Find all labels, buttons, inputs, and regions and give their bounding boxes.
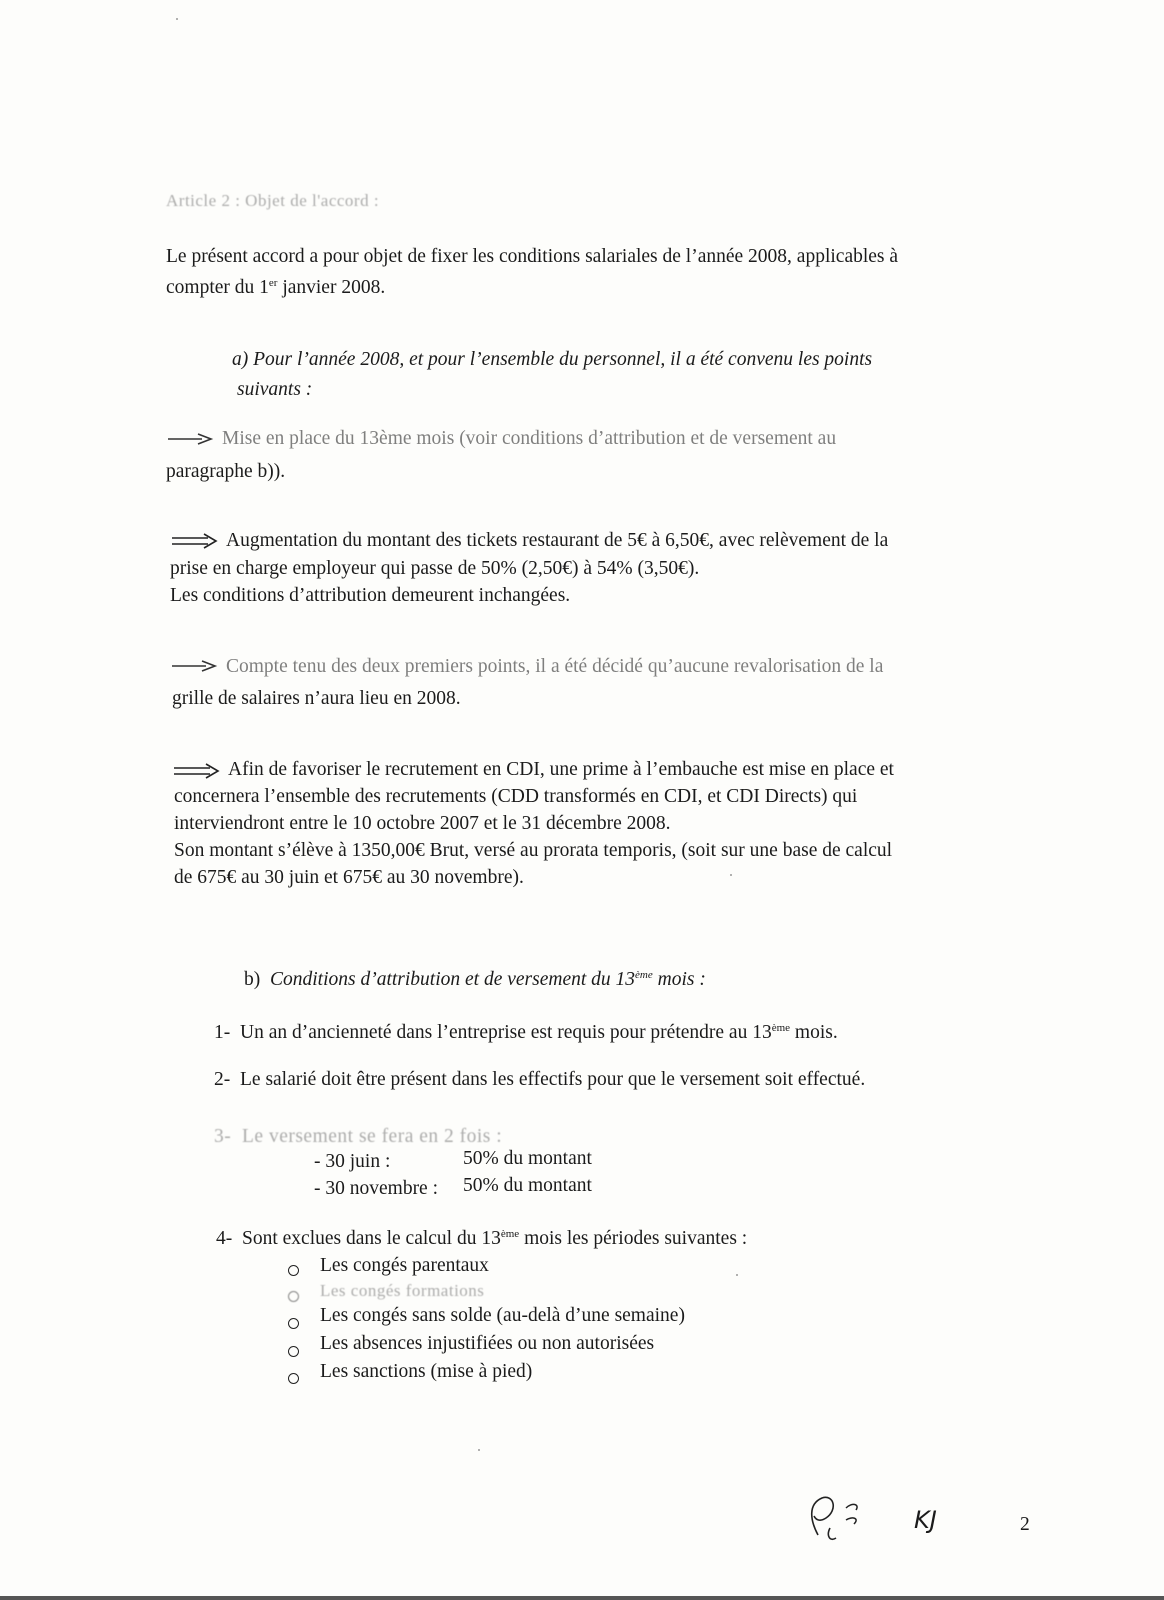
condition-2: 2- Le salarié doit être présent dans les effectifs pour que le versement soit effectué. xyxy=(214,1069,866,1090)
point-1-line-1: Mise en place du 13ème mois (voir conditions d’attribution et de versement au xyxy=(222,428,837,449)
point-3-line-1: Compte tenu des deux premiers points, il a été décidé qu’aucune revalorisation de la xyxy=(226,656,884,677)
point-4-line-1: Afin de favoriser le recrutement en CDI, une prime à l’embauche est mise en place et xyxy=(228,759,894,780)
exclusion-item: Les congés sans solde (au-delà d’une semaine) xyxy=(320,1305,685,1326)
section-a-title-line-1: a) Pour l’année 2008, et pour l’ensemble du personnel, il a été convenu les points xyxy=(232,349,873,370)
section-b-title: b) Conditions d’attribution et de versement du 13ème mois : xyxy=(244,969,706,990)
scan-speck xyxy=(730,874,732,876)
arrow-icon xyxy=(170,659,220,673)
scan-speck xyxy=(176,18,178,20)
double-arrow-icon xyxy=(172,763,222,779)
scan-speck xyxy=(478,1449,480,1451)
point-4-line-4: Son montant s’élève à 1350,00€ Brut, versé au prorata temporis, (soit sur une base de calcul xyxy=(174,840,893,861)
condition-3: 3- Le versement se fera en 2 fois : xyxy=(214,1126,503,1147)
intro-line-1: Le présent accord a pour objet de fixer les conditions salariales de l’année 2008, applicables à xyxy=(166,246,899,267)
point-4-line-5: de 675€ au 30 juin et 675€ au 30 novembre). xyxy=(174,867,524,888)
double-arrow-icon xyxy=(170,533,220,549)
scan-speck xyxy=(736,1274,738,1276)
condition-4: 4- Sont exclues dans le calcul du 13ème mois les périodes suivantes : xyxy=(216,1228,748,1249)
page-number: 2 xyxy=(1020,1514,1030,1535)
point-4-line-2: concernera l’ensemble des recrutements (CDD transformés en CDI, et CDI Directs) qui xyxy=(174,786,858,807)
arrow-icon xyxy=(166,432,216,446)
point-2-line-3: Les conditions d’attribution demeurent inchangées. xyxy=(170,585,571,606)
condition-1: 1- Un an d’ancienneté dans l’entreprise est requis pour prétendre au 13ème mois. xyxy=(214,1022,838,1043)
point-2-line-2: prise en charge employeur qui passe de 50% (2,50€) à 54% (3,50€). xyxy=(170,558,700,579)
point-3-line-2: grille de salaires n’aura lieu en 2008. xyxy=(172,688,461,709)
exclusion-item: Les sanctions (mise à pied) xyxy=(320,1361,533,1382)
point-2-line-1: Augmentation du montant des tickets restaurant de 5€ à 6,50€, avec relèvement de la xyxy=(226,530,889,551)
bullet-icon xyxy=(288,1291,299,1302)
schedule-amount-1: 50% du montant xyxy=(463,1148,592,1169)
point-1-line-2: paragraphe b)). xyxy=(166,461,286,482)
article-heading: Article 2 : Objet de l'accord : xyxy=(166,191,380,210)
schedule-date-1: - 30 juin : xyxy=(314,1151,391,1172)
schedule-date-2: - 30 novembre : xyxy=(314,1178,439,1199)
section-a-title-line-2: suivants : xyxy=(237,379,313,400)
intro-line-2: compter du 1er janvier 2008. xyxy=(166,277,386,298)
exclusion-item: Les congés formations xyxy=(320,1281,485,1300)
scan-edge xyxy=(0,1596,1164,1600)
point-4-line-3: interviendront entre le 10 octobre 2007 et le 31 décembre 2008. xyxy=(174,813,671,834)
exclusion-item: Les absences injustifiées ou non autorisées xyxy=(320,1333,655,1354)
bullet-icon xyxy=(288,1346,299,1357)
schedule-amount-2: 50% du montant xyxy=(463,1175,592,1196)
handwritten-signature xyxy=(800,1490,880,1550)
bullet-icon xyxy=(288,1265,299,1276)
bullet-icon xyxy=(288,1373,299,1384)
exclusion-item: Les congés parentaux xyxy=(320,1255,489,1276)
handwritten-initials: KJ xyxy=(914,1506,937,1534)
bullet-icon xyxy=(288,1318,299,1329)
